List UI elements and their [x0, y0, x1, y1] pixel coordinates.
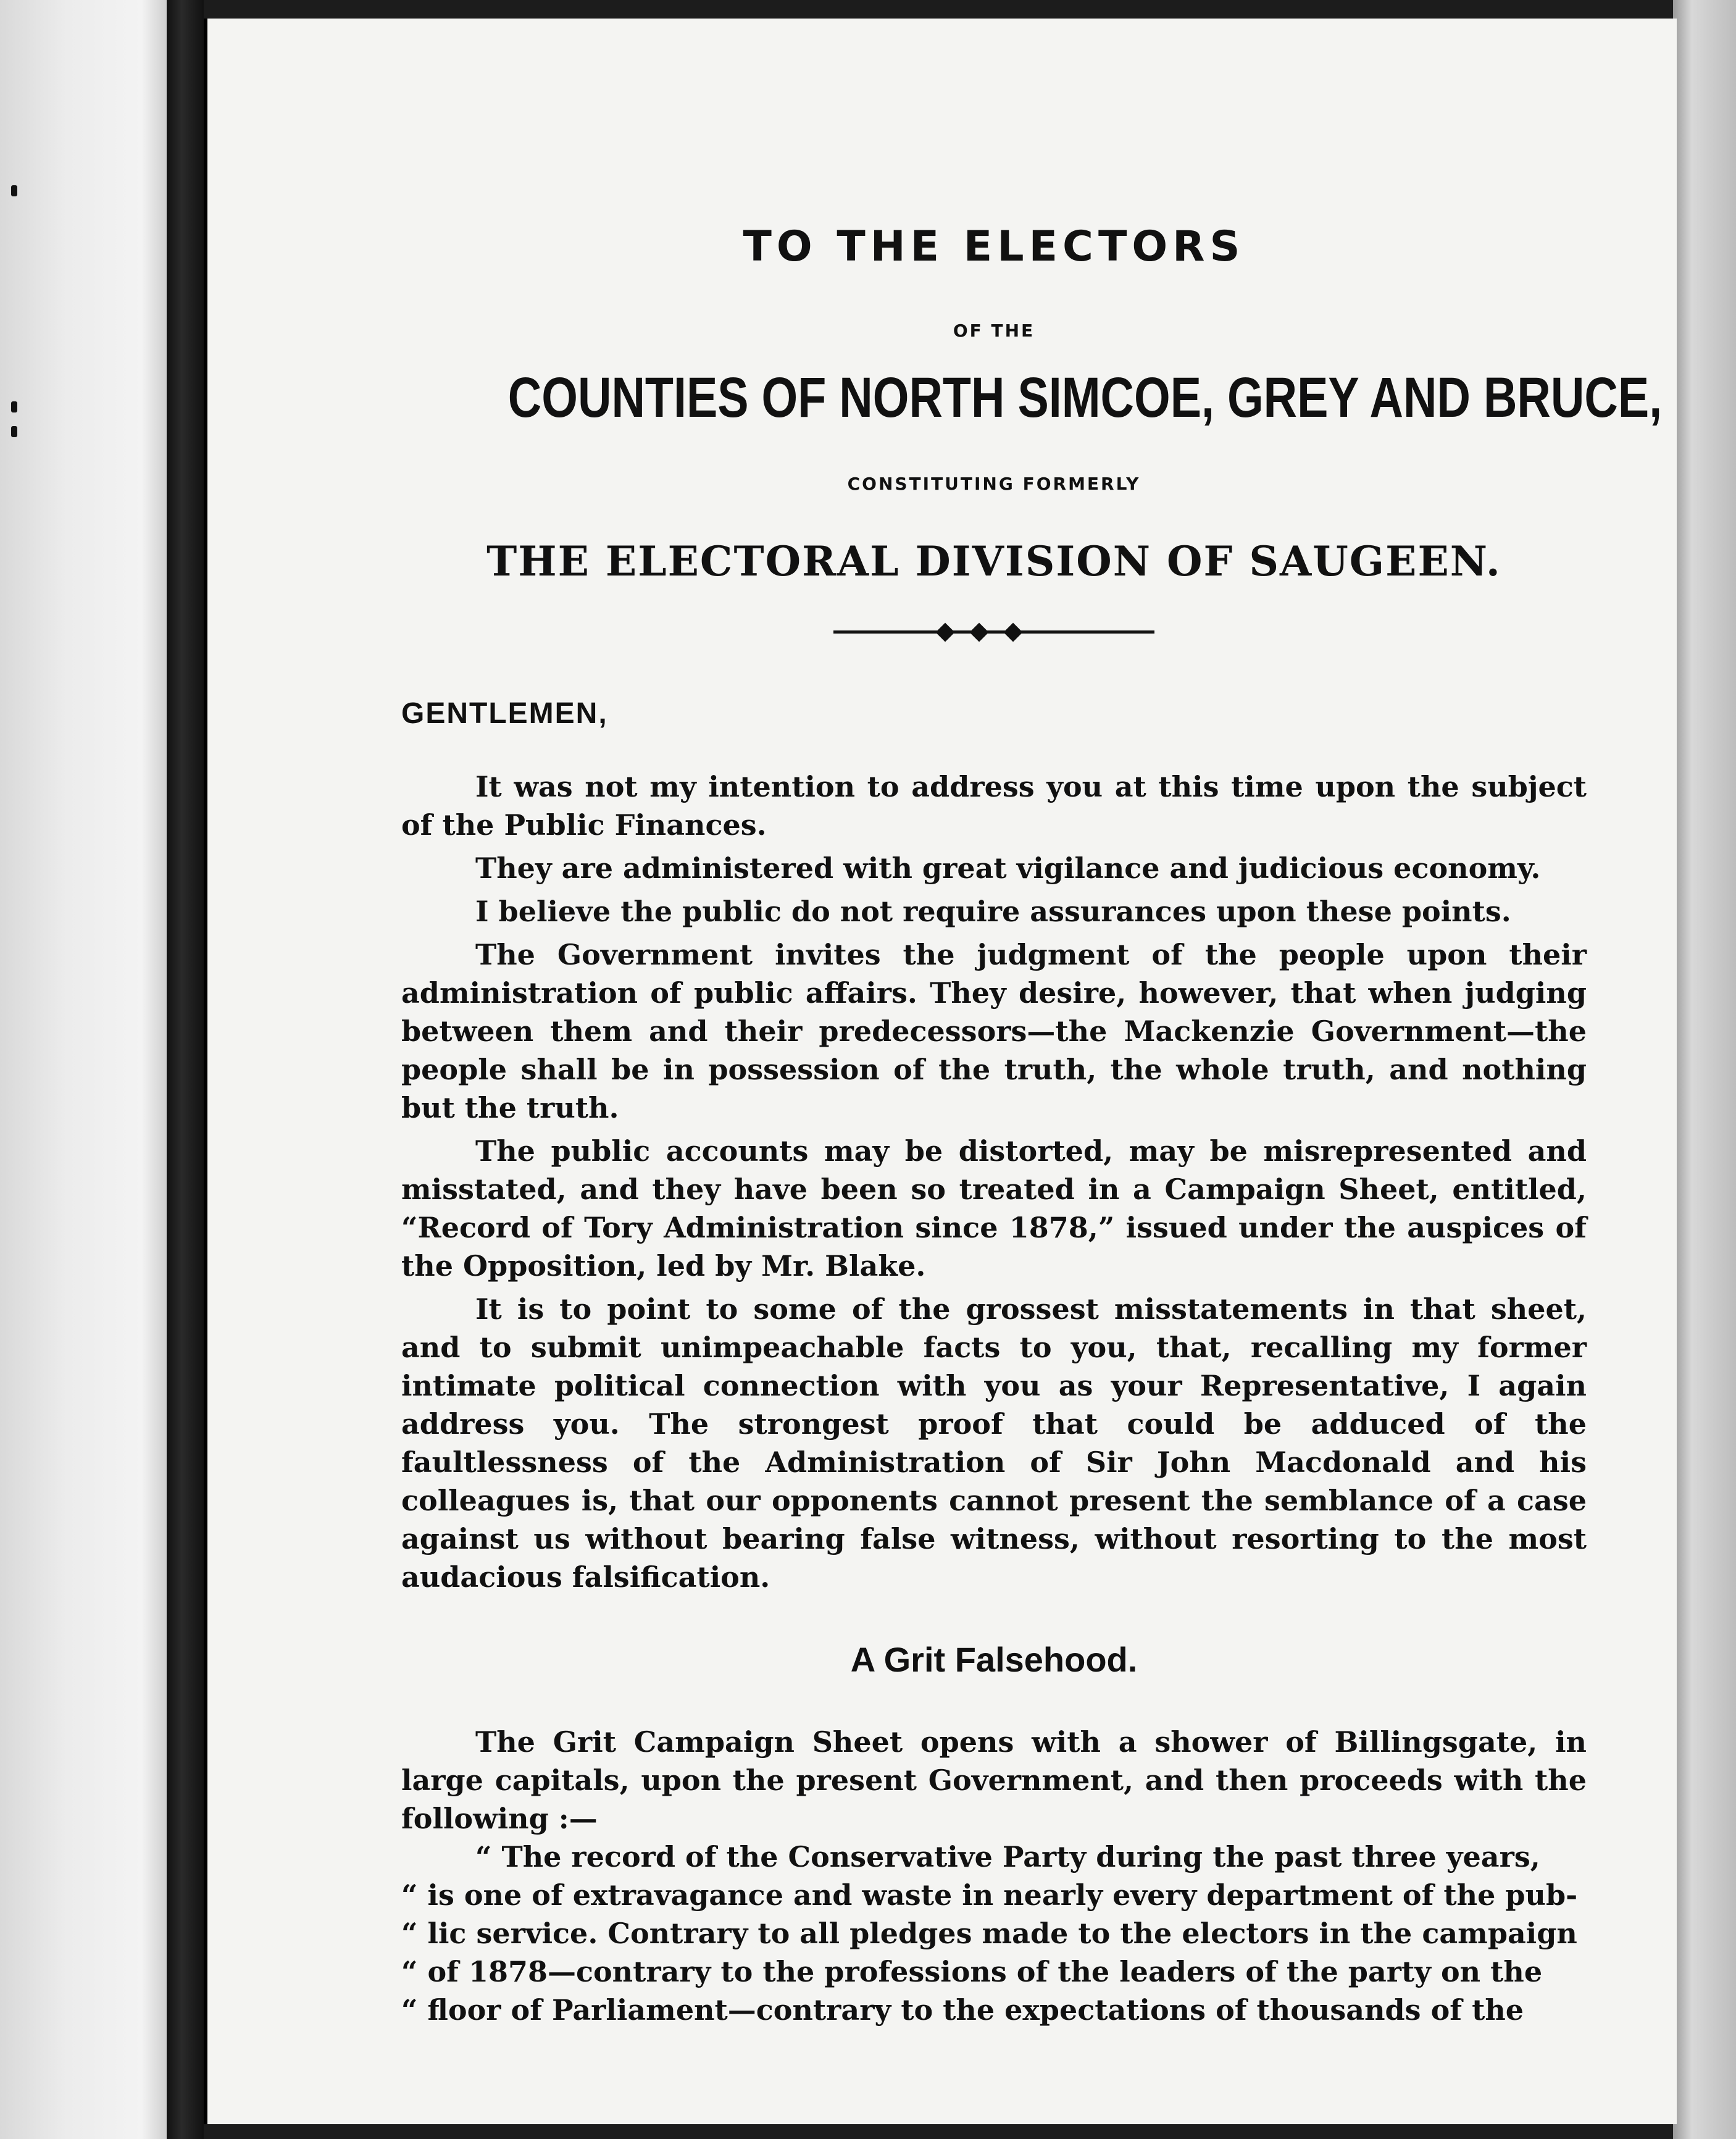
book-gutter [167, 0, 204, 2139]
document-title: TO THE ELECTORS [743, 222, 1245, 271]
paragraph: The Grit Campaign Sheet opens with a shower of Billingsgate, in large capitals, upon the present Government, and then proceeds with the following :— [401, 1725, 1587, 1835]
counties-heading: COUNTIES OF NORTH SIMCOE, GREY AND BRUCE, [507, 366, 1663, 429]
ornament-divider [833, 622, 1154, 641]
constituting-line: CONSTITUTING FORMERLY [847, 474, 1141, 494]
facing-page [0, 0, 167, 2139]
division-heading: THE ELECTORAL DIVISION OF SAUGEEN. [486, 537, 1501, 585]
facing-page-mark [11, 185, 17, 196]
paragraph: The public accounts may be distorted, may be misrepresented and misstated, and they have been so treated in a Campaign Sheet, entitled, “Record of Tory Administration since 1878,” issued under the auspices of the Opposition, led by Mr. Blake. [401, 1134, 1587, 1283]
page-edge [1673, 0, 1736, 2139]
quote-line: “ The record of the Conservative Party during the past three years, [475, 1840, 1540, 1873]
quote-line: “ lic service. Contrary to all pledges made to the electors in the campaign [401, 1917, 1577, 1950]
salutation: GENTLEMEN, [401, 697, 608, 730]
paragraph: The Government invites the judgment of the people upon their administration of public affairs. They desire, however, that when judging between them and their predecessors—the Mackenzie Government—the people shall be in possession of the truth, the whole truth, and nothing but the truth. [401, 938, 1587, 1124]
paragraph: It is to point to some of the grossest misstatements in that sheet, and to submit unimpeachable facts to you, that, recalling my former intimate political connection with you as your Representative, I again address you. The strongest proof that could be adduced of the faultlessness of the Administration of Sir John Macdonald and his colleagues is, that our opponents cannot present the semblance of a case against us without bearing false witness, without resorting to the most audacious falsification. [401, 1292, 1587, 1594]
quote-line: “ is one of extravagance and waste in nearly every department of the pub- [401, 1878, 1578, 1912]
section-heading: A Grit Falsehood. [850, 1640, 1138, 1679]
paragraph: I believe the public do not require assurances upon these points. [475, 895, 1511, 928]
facing-page-mark [11, 401, 17, 412]
facing-page-mark [11, 426, 17, 437]
paragraph: It was not my intention to address you at this time upon the subject of the Public Finances. [401, 770, 1587, 842]
document-body [401, 222, 1663, 2029]
paragraph: They are administered with great vigilance and judicious economy. [475, 852, 1541, 885]
of-the-line: OF THE [953, 320, 1035, 341]
quote-line: “ floor of Parliament—contrary to the expectations of thousands of the [401, 1993, 1524, 2027]
quote-line: “ of 1878—contrary to the professions of the leaders of the party on the [401, 1955, 1543, 1988]
